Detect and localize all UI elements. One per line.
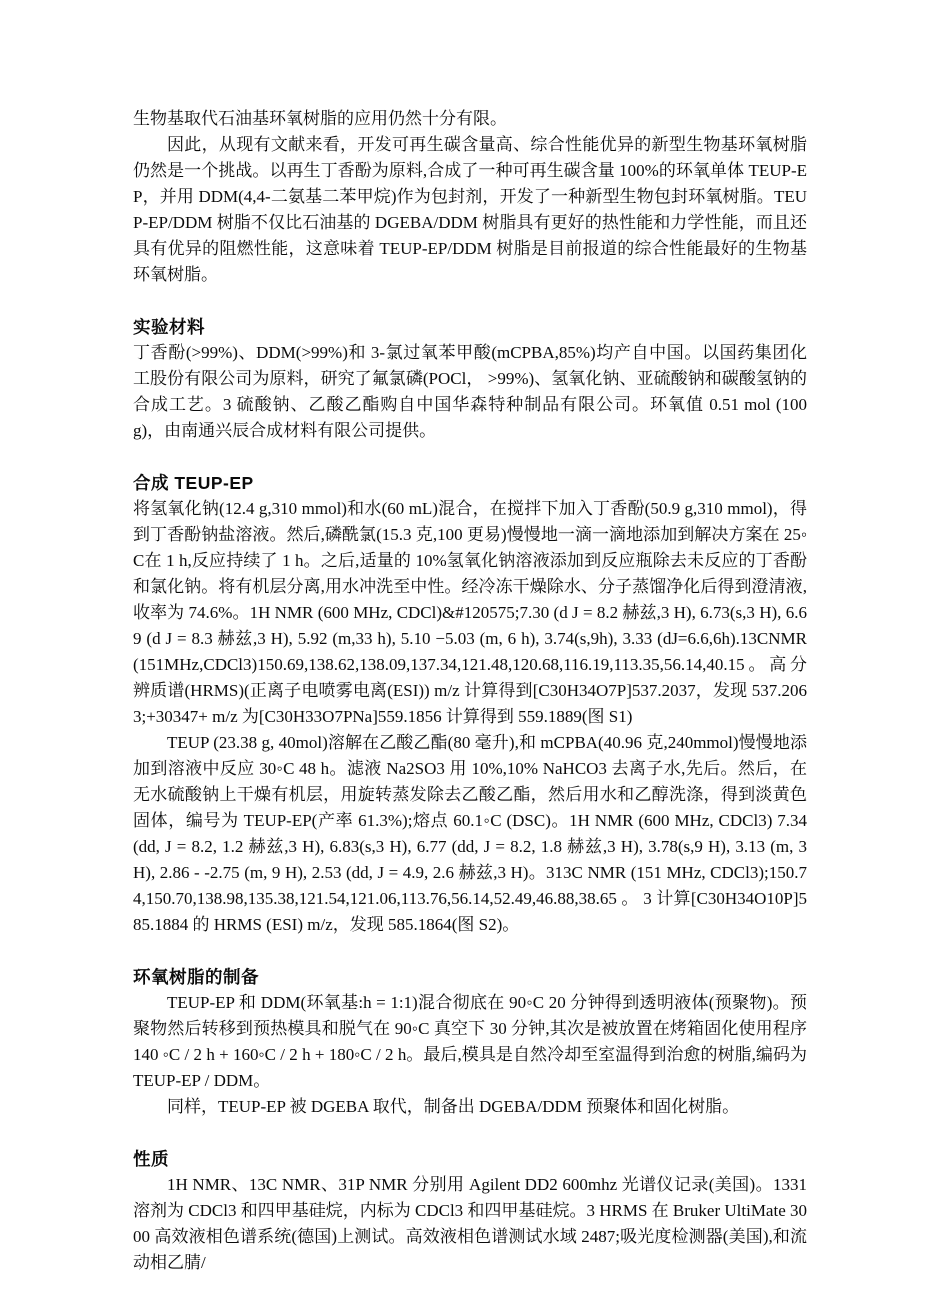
heading-properties: 性质 — [133, 1149, 169, 1169]
paragraph-curing-procedure: TEUP-EP 和 DDM(环氧基:h = 1:1)混合彻底在 90◦C 20 分钟得到透明液体(预聚物)。预聚物然后转移到预热模具和脱气在 90◦C 真空下 30 分钟,其次是被放置在烤箱固化使用程序 140 ◦C / 2 h + 160◦C / 2 h + 180◦C / 2 h。最后,模具是自然冷却至室温得到治愈的树脂,编码为 TEUP-EP / DDM。 — [133, 993, 807, 1090]
paragraph-characterization: 1H NMR、13C NMR、31P NMR 分别用 Agilent DD2 600mhz 光谱仪记录(美国)。1331 溶剂为 CDCl3 和四甲基硅烷，内标为 CDCl3 和四甲基硅烷。3 HRMS 在 Bruker UltiMate 3000 高效液相色谱系统(德国)上测试。高效液相色谱测试水域 2487;吸光度检测器(美国),和流动相乙腈/ — [133, 1175, 807, 1272]
paragraph-intro-continuation: 生物基取代石油基环氧树脂的应用仍然十分有限。 — [133, 109, 507, 128]
heading-experimental-materials: 实验材料 — [133, 317, 205, 337]
page-content — [133, 106, 807, 1276]
paragraph-materials: 丁香酚(>99%)、DDM(>99%)和 3-氯过氧苯甲酸(mCPBA,85%)均产自中国。以国药集团化工股份有限公司为原料，研究了氟氯磷(POCl， >99%)、氢氧化钠、亚硫酸钠和碳酸氢钠的合成工艺。3 硫酸钠、乙酸乙酯购自中国华森特种制品有限公司。环氧值 0.51 mol (100 g)，由南通兴辰合成材料有限公司提供。 — [133, 343, 807, 440]
paragraph-synthesis-teup: 将氢氧化钠(12.4 g,310 mmol)和水(60 mL)混合，在搅拌下加入丁香酚(50.9 g,310 mmol)，得到丁香酚钠盐溶液。然后,磷酰氯(15.3 克,100 更易)慢慢地一滴一滴地添加到解决方案在 25◦C在 1 h,反应持续了 1 h。之后,适量的 10%氢氧化钠溶液添加到反应瓶除去未反应的丁香酚和氯化钠。将有机层分离,用水冲洗至中性。经冷冻干燥除水、分子蒸馏净化后得到澄清液,收率为 74.6%。1H NMR (600 MHz, CDCl)&#120575;7.30 (d J = 8.2 赫兹,3 H), 6.73(s,3 H), 6.69 (d J = 8.3 赫兹,3 H), 5.92 (m,33 h), 5.10 −5.03 (m, 6 h), 3.74(s,9h), 3.33 (dJ=6.6,6h).13CNMR(151MHz,CDCl3)150.69,138.62,138.09,137.34,121.48,120.68,116.19,113.35,56.14,40.15。高分辨质谱(HRMS)(正离子电喷雾电离(ESI)) m/z 计算得到[C30H34O7P]537.2037，发现 537.2063;+30347+ m/z 为[C30H33O7PNa]559.1856 计算得到 559.1889(图 S1) — [133, 499, 807, 726]
paragraph-dgeba-comparison: 同样，TEUP-EP 被 DGEBA 取代，制备出 DGEBA/DDM 预聚体和固化树脂。 — [167, 1097, 740, 1116]
paragraph-motivation: 因此，从现有文献来看，开发可再生碳含量高、综合性能优异的新型生物基环氧树脂仍然是一个挑战。以再生丁香酚为原料,合成了一种可再生碳含量 100%的环氧单体 TEUP-EP，并用 DDM(4,4-二氨基二苯甲烷)作为包封剂，开发了一种新型生物包封环氧树脂。TEUP-EP/DDM 树脂不仅比石油基的 DGEBA/DDM 树脂具有更好的热性能和力学性能，而且还具有优异的阻燃性能，这意味着 TEUP-EP/DDM 树脂是目前报道的综合性能最好的生物基环氧树脂。 — [133, 135, 807, 284]
heading-synthesis-teup-ep: 合成 TEUP-EP — [133, 473, 254, 493]
paragraph-synthesis-teup-ep: TEUP (23.38 g, 40mol)溶解在乙酸乙酯(80 毫升),和 mCPBA(40.96 克,240mmol)慢慢地添加到溶液中反应 30◦C 48 h。滤液 Na2SO3 用 10%,10% NaHCO3 去离子水,先后。然后，在无水硫酸钠上干燥有机层，用旋转蒸发除去乙酸乙酯，然后用水和乙醇洗涤，得到淡黄色固体，编号为 TEUP-EP(产率 61.3%);熔点 60.1◦C (DSC)。1H NMR (600 MHz, CDCl3) 7.34 (dd, J = 8.2, 1.2 赫兹,3 H), 6.83(s,3 H), 6.77 (dd, J = 8.2, 1.8 赫兹,3 H), 3.78(s,9 H), 3.13 (m, 3 H), 2.86 - -2.75 (m, 9 H), 2.53 (dd, J = 4.9, 2.6 赫兹,3 H)。313C NMR (151 MHz, CDCl3);150.74,150.70,138.98,135.38,121.54,121.06,113.76,56.14,52.49,46.88,38.65 。 3 计算[C30H34O10P]585.1884 的 HRMS (ESI) m/z，发现 585.1864(图 S2)。 — [133, 733, 807, 934]
heading-epoxy-resin-preparation: 环氧树脂的制备 — [133, 967, 259, 987]
